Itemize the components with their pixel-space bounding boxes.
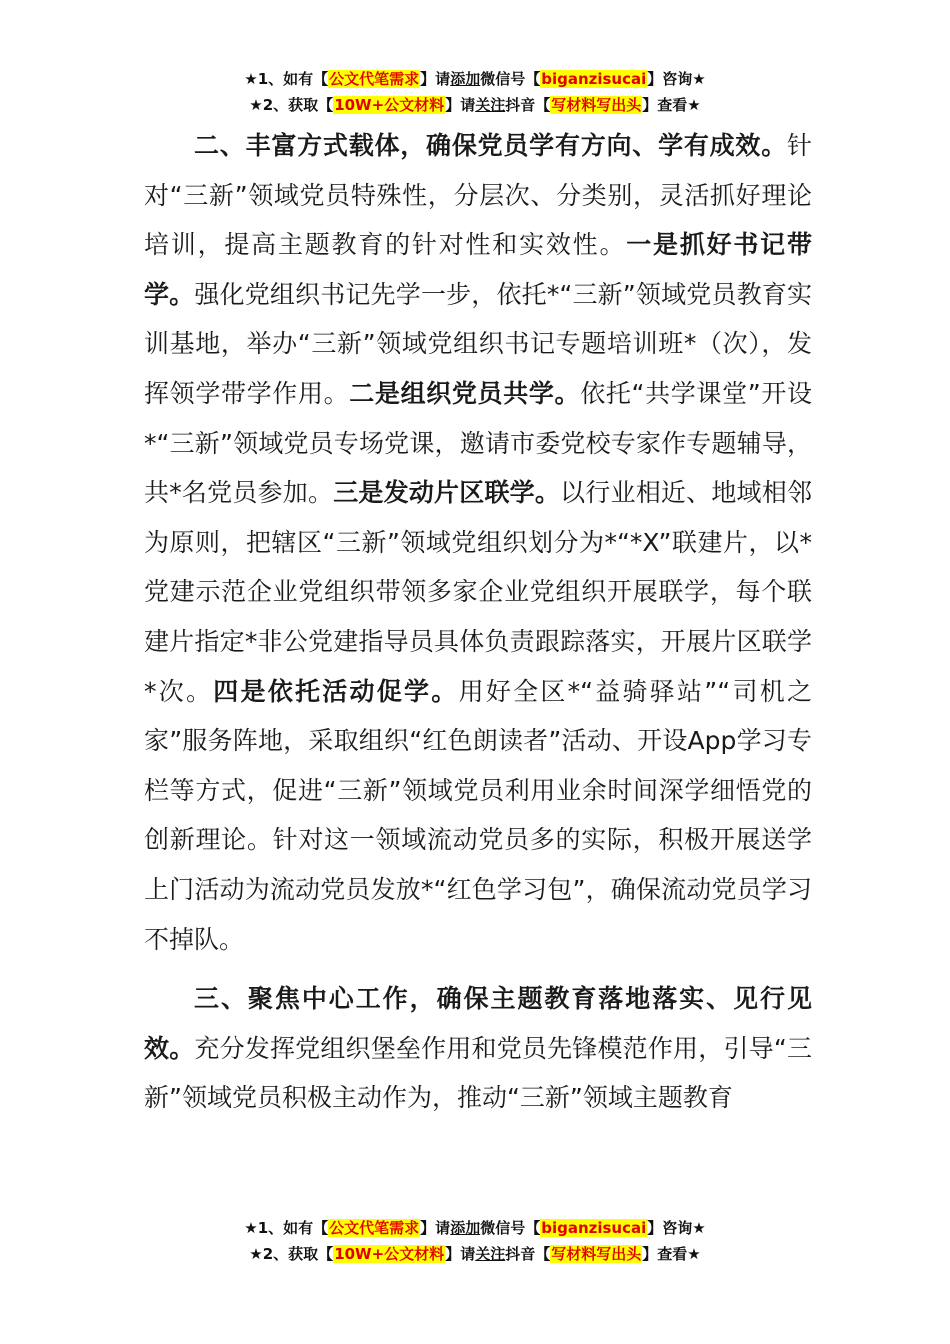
banner-text: 】咨询★: [647, 1219, 706, 1237]
banner-highlight: biganzisucai: [541, 70, 647, 88]
banner-text: ★2、获取【: [249, 1245, 334, 1263]
point-heading: 三是发动片区联学。: [333, 478, 561, 508]
banner-line-2: [0, 92, 950, 118]
footer-banner: [0, 1215, 950, 1267]
paragraph-section-2: [144, 121, 812, 964]
banner-line-1: [0, 66, 950, 92]
banner-underline: 关注: [475, 1245, 506, 1263]
section-heading: 三、聚焦中心工作，确保主题教育落地落实、见行见效。: [144, 984, 812, 1063]
banner-highlight: 写材料写出头: [551, 1245, 642, 1263]
body-text: 用好全区*“益骑驿站”“司机之家”服务阵地，采取组织“红色朗读者”活动、开设App学习专栏等方式，促进“三新”领域党员利用业余时间深学细悟党的创新理论。针对这一领域流动党员多的实际，积极开展送学上门活动为流动党员发放*“红色学习包”，确保流动党员学习不掉队。: [144, 676, 812, 954]
banner-highlight: biganzisucai: [541, 1219, 647, 1237]
banner-text: 】请: [445, 1245, 476, 1263]
banner-text: 抖音【: [505, 96, 551, 114]
banner-text: 】请: [420, 70, 451, 88]
banner-text: 】咨询★: [647, 70, 706, 88]
banner-highlight: 10W+公文材料: [334, 1245, 445, 1263]
banner-text: 微信号【: [480, 70, 541, 88]
banner-underline: 关注: [475, 96, 506, 114]
point-heading: 一是抓好书记带学。: [144, 230, 812, 309]
banner-highlight: 写材料写出头: [551, 96, 642, 114]
banner-underline: 添加: [450, 1219, 481, 1237]
point-heading: 四是依托活动促学。: [213, 676, 459, 706]
banner-text: 微信号【: [480, 1219, 541, 1237]
header-banner: [0, 66, 950, 118]
body-text: 针对“三新”领域党员特殊性，分层次、分类别，灵活抓好理论培训，提高主题教育的针对性和实效性。: [144, 131, 812, 260]
banner-text: 】请: [420, 1219, 451, 1237]
paragraph-section-3: [144, 974, 812, 1123]
section-heading: 二、丰富方式载体，确保党员学有方向、学有成效。: [194, 131, 787, 160]
banner-text: 】查看★: [642, 1245, 701, 1263]
banner-highlight: 公文代笔需求: [329, 70, 420, 88]
body-text: 强化党组织书记先学一步，依托*“三新”领域党员教育实训基地，举办“三新”领域党组织书记专题培训班*（次），发挥领学带学作用。: [144, 279, 812, 408]
body-text: 以行业相近、地域相邻为原则，把辖区“三新”领域党组织划分为*“*X”联建片，以*党建示范企业党组织带领多家企业党组织开展联学，每个联建片指定*非公党建指导员具体负责跟踪落实，开展片区联学*次。: [144, 478, 812, 706]
banner-text: ★1、如有【: [244, 1219, 329, 1237]
banner-highlight: 10W+公文材料: [334, 96, 445, 114]
banner-line-1: [0, 1215, 950, 1241]
body-text: 依托“共学课堂”开设*“三新”领域党员专场党课，邀请市委党校专家作专题辅导，共*名党员参加。: [144, 378, 812, 508]
banner-line-2: [0, 1241, 950, 1267]
banner-text: 抖音【: [505, 1245, 551, 1263]
banner-text: 】请: [445, 96, 476, 114]
document-body: [144, 121, 812, 1123]
body-text: 充分发挥党组织堡垒作用和党员先锋模范作用，引导“三新”领域党员积极主动作为，推动“三新”领域主题教育: [144, 1033, 812, 1113]
banner-underline: 添加: [450, 70, 481, 88]
banner-text: ★1、如有【: [244, 70, 329, 88]
banner-highlight: 公文代笔需求: [329, 1219, 420, 1237]
point-heading: 二是组织党员共学。: [349, 378, 581, 408]
banner-text: ★2、获取【: [249, 96, 334, 114]
banner-text: 】查看★: [642, 96, 701, 114]
